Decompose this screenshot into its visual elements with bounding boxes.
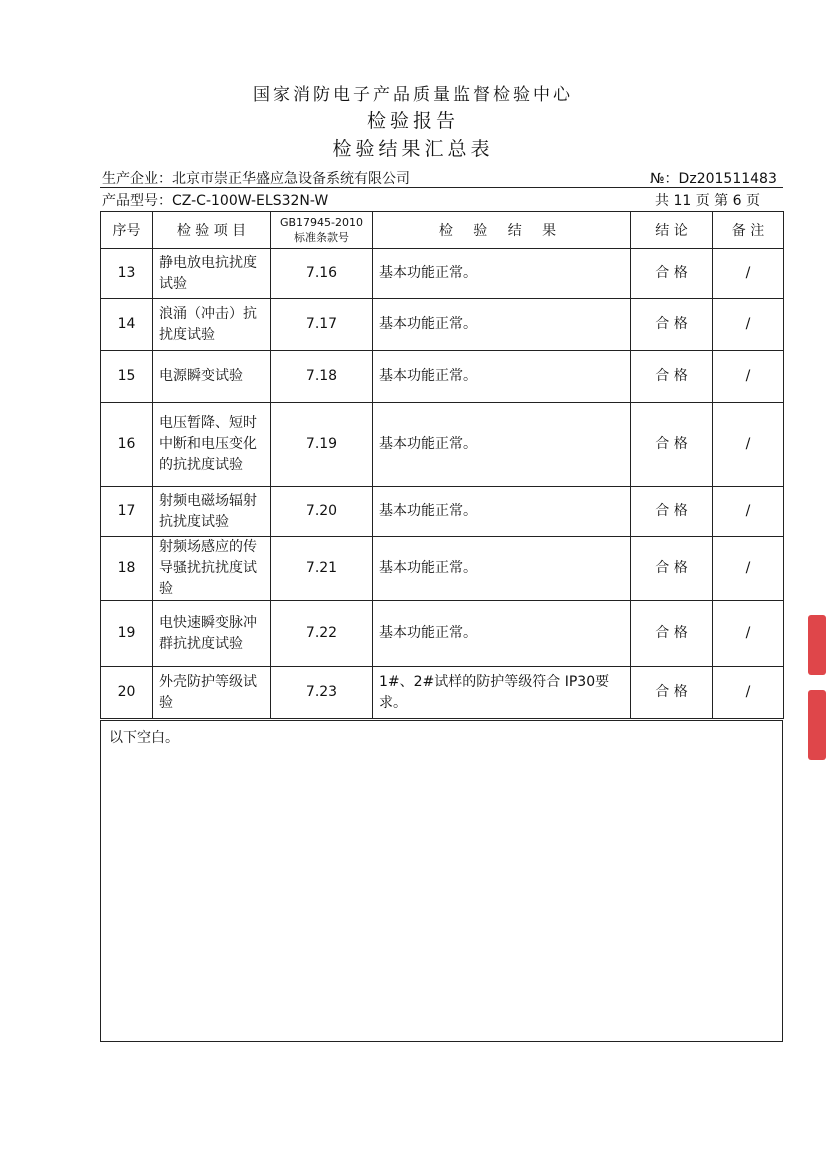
table-header-row	[101, 212, 784, 249]
blank-note: 以下空白。	[109, 730, 179, 746]
red-seal-mark	[808, 615, 826, 675]
row-remark: /	[713, 601, 784, 667]
row-conclusion: 合 格	[631, 601, 713, 667]
row-result: 基本功能正常。	[373, 351, 631, 403]
report-title: 检验报告	[366, 110, 459, 132]
row-result: 基本功能正常。	[373, 487, 631, 537]
row-clause: 7.22	[271, 601, 373, 667]
row-item: 静电放电抗扰度试验	[153, 249, 271, 299]
row-conclusion: 合 格	[631, 487, 713, 537]
summary-title: 检验结果汇总表	[332, 138, 494, 160]
table-row	[101, 487, 784, 537]
row-item: 电源瞬变试验	[153, 351, 271, 403]
row-remark: /	[713, 403, 784, 487]
col-header-no: 序号	[101, 212, 153, 249]
row-conclusion: 合 格	[631, 249, 713, 299]
blank-area	[100, 720, 783, 1042]
row-conclusion: 合 格	[631, 537, 713, 601]
row-no: 19	[101, 601, 153, 667]
col-header-item: 检 验 项 目	[153, 212, 271, 249]
report-number: №：Dz201511483	[650, 171, 777, 187]
table-row	[101, 403, 784, 487]
table-row	[101, 351, 784, 403]
row-no: 16	[101, 403, 153, 487]
row-conclusion: 合 格	[631, 299, 713, 351]
row-result: 基本功能正常。	[373, 537, 631, 601]
col-header-remark: 备 注	[713, 212, 784, 249]
row-item: 外壳防护等级试验	[153, 667, 271, 719]
row-item: 浪涌（冲击）抗扰度试验	[153, 299, 271, 351]
row-clause: 7.23	[271, 667, 373, 719]
row-clause: 7.21	[271, 537, 373, 601]
row-clause: 7.18	[271, 351, 373, 403]
table-row	[101, 537, 784, 601]
col-header-conclusion: 结 论	[631, 212, 713, 249]
row-item: 电快速瞬变脉冲群抗扰度试验	[153, 601, 271, 667]
row-clause: 7.16	[271, 249, 373, 299]
col-header-clause-label: 标准条款号	[294, 231, 349, 244]
row-remark: /	[713, 351, 784, 403]
header-divider	[100, 187, 783, 188]
model-label: 产品型号：CZ-C-100W-ELS32N-W	[102, 193, 329, 209]
table-row	[101, 667, 784, 719]
row-remark: /	[713, 667, 784, 719]
row-no: 13	[101, 249, 153, 299]
org-title: 国家消防电子产品质量监督检验中心	[253, 85, 573, 105]
row-clause: 7.17	[271, 299, 373, 351]
row-result: 1#、2#试样的防护等级符合 IP30要求。	[373, 667, 631, 719]
row-result: 基本功能正常。	[373, 601, 631, 667]
row-item: 射频场感应的传导骚扰抗扰度试验	[153, 537, 271, 601]
row-no: 15	[101, 351, 153, 403]
row-no: 14	[101, 299, 153, 351]
row-conclusion: 合 格	[631, 667, 713, 719]
row-item: 射频电磁场辐射抗扰度试验	[153, 487, 271, 537]
row-result: 基本功能正常。	[373, 299, 631, 351]
row-remark: /	[713, 249, 784, 299]
row-no: 18	[101, 537, 153, 601]
row-conclusion: 合 格	[631, 403, 713, 487]
page-indicator: 共 11 页 第 6 页	[655, 193, 760, 209]
results-table	[100, 211, 784, 719]
row-result: 基本功能正常。	[373, 403, 631, 487]
company-label: 生产企业：北京市崇正华盛应急设备系统有限公司	[102, 171, 410, 187]
row-clause: 7.20	[271, 487, 373, 537]
row-remark: /	[713, 537, 784, 601]
table-row	[101, 601, 784, 667]
table-row	[101, 249, 784, 299]
row-no: 20	[101, 667, 153, 719]
col-header-clause	[271, 212, 373, 249]
row-no: 17	[101, 487, 153, 537]
row-remark: /	[713, 487, 784, 537]
row-remark: /	[713, 299, 784, 351]
col-header-result: 检 验 结 果	[373, 212, 631, 249]
col-header-standard: GB17945-2010	[279, 216, 364, 229]
row-result: 基本功能正常。	[373, 249, 631, 299]
row-conclusion: 合 格	[631, 351, 713, 403]
table-row	[101, 299, 784, 351]
red-seal-mark	[808, 690, 826, 760]
row-clause: 7.19	[271, 403, 373, 487]
row-item: 电压暂降、短时中断和电压变化的抗扰度试验	[153, 403, 271, 487]
